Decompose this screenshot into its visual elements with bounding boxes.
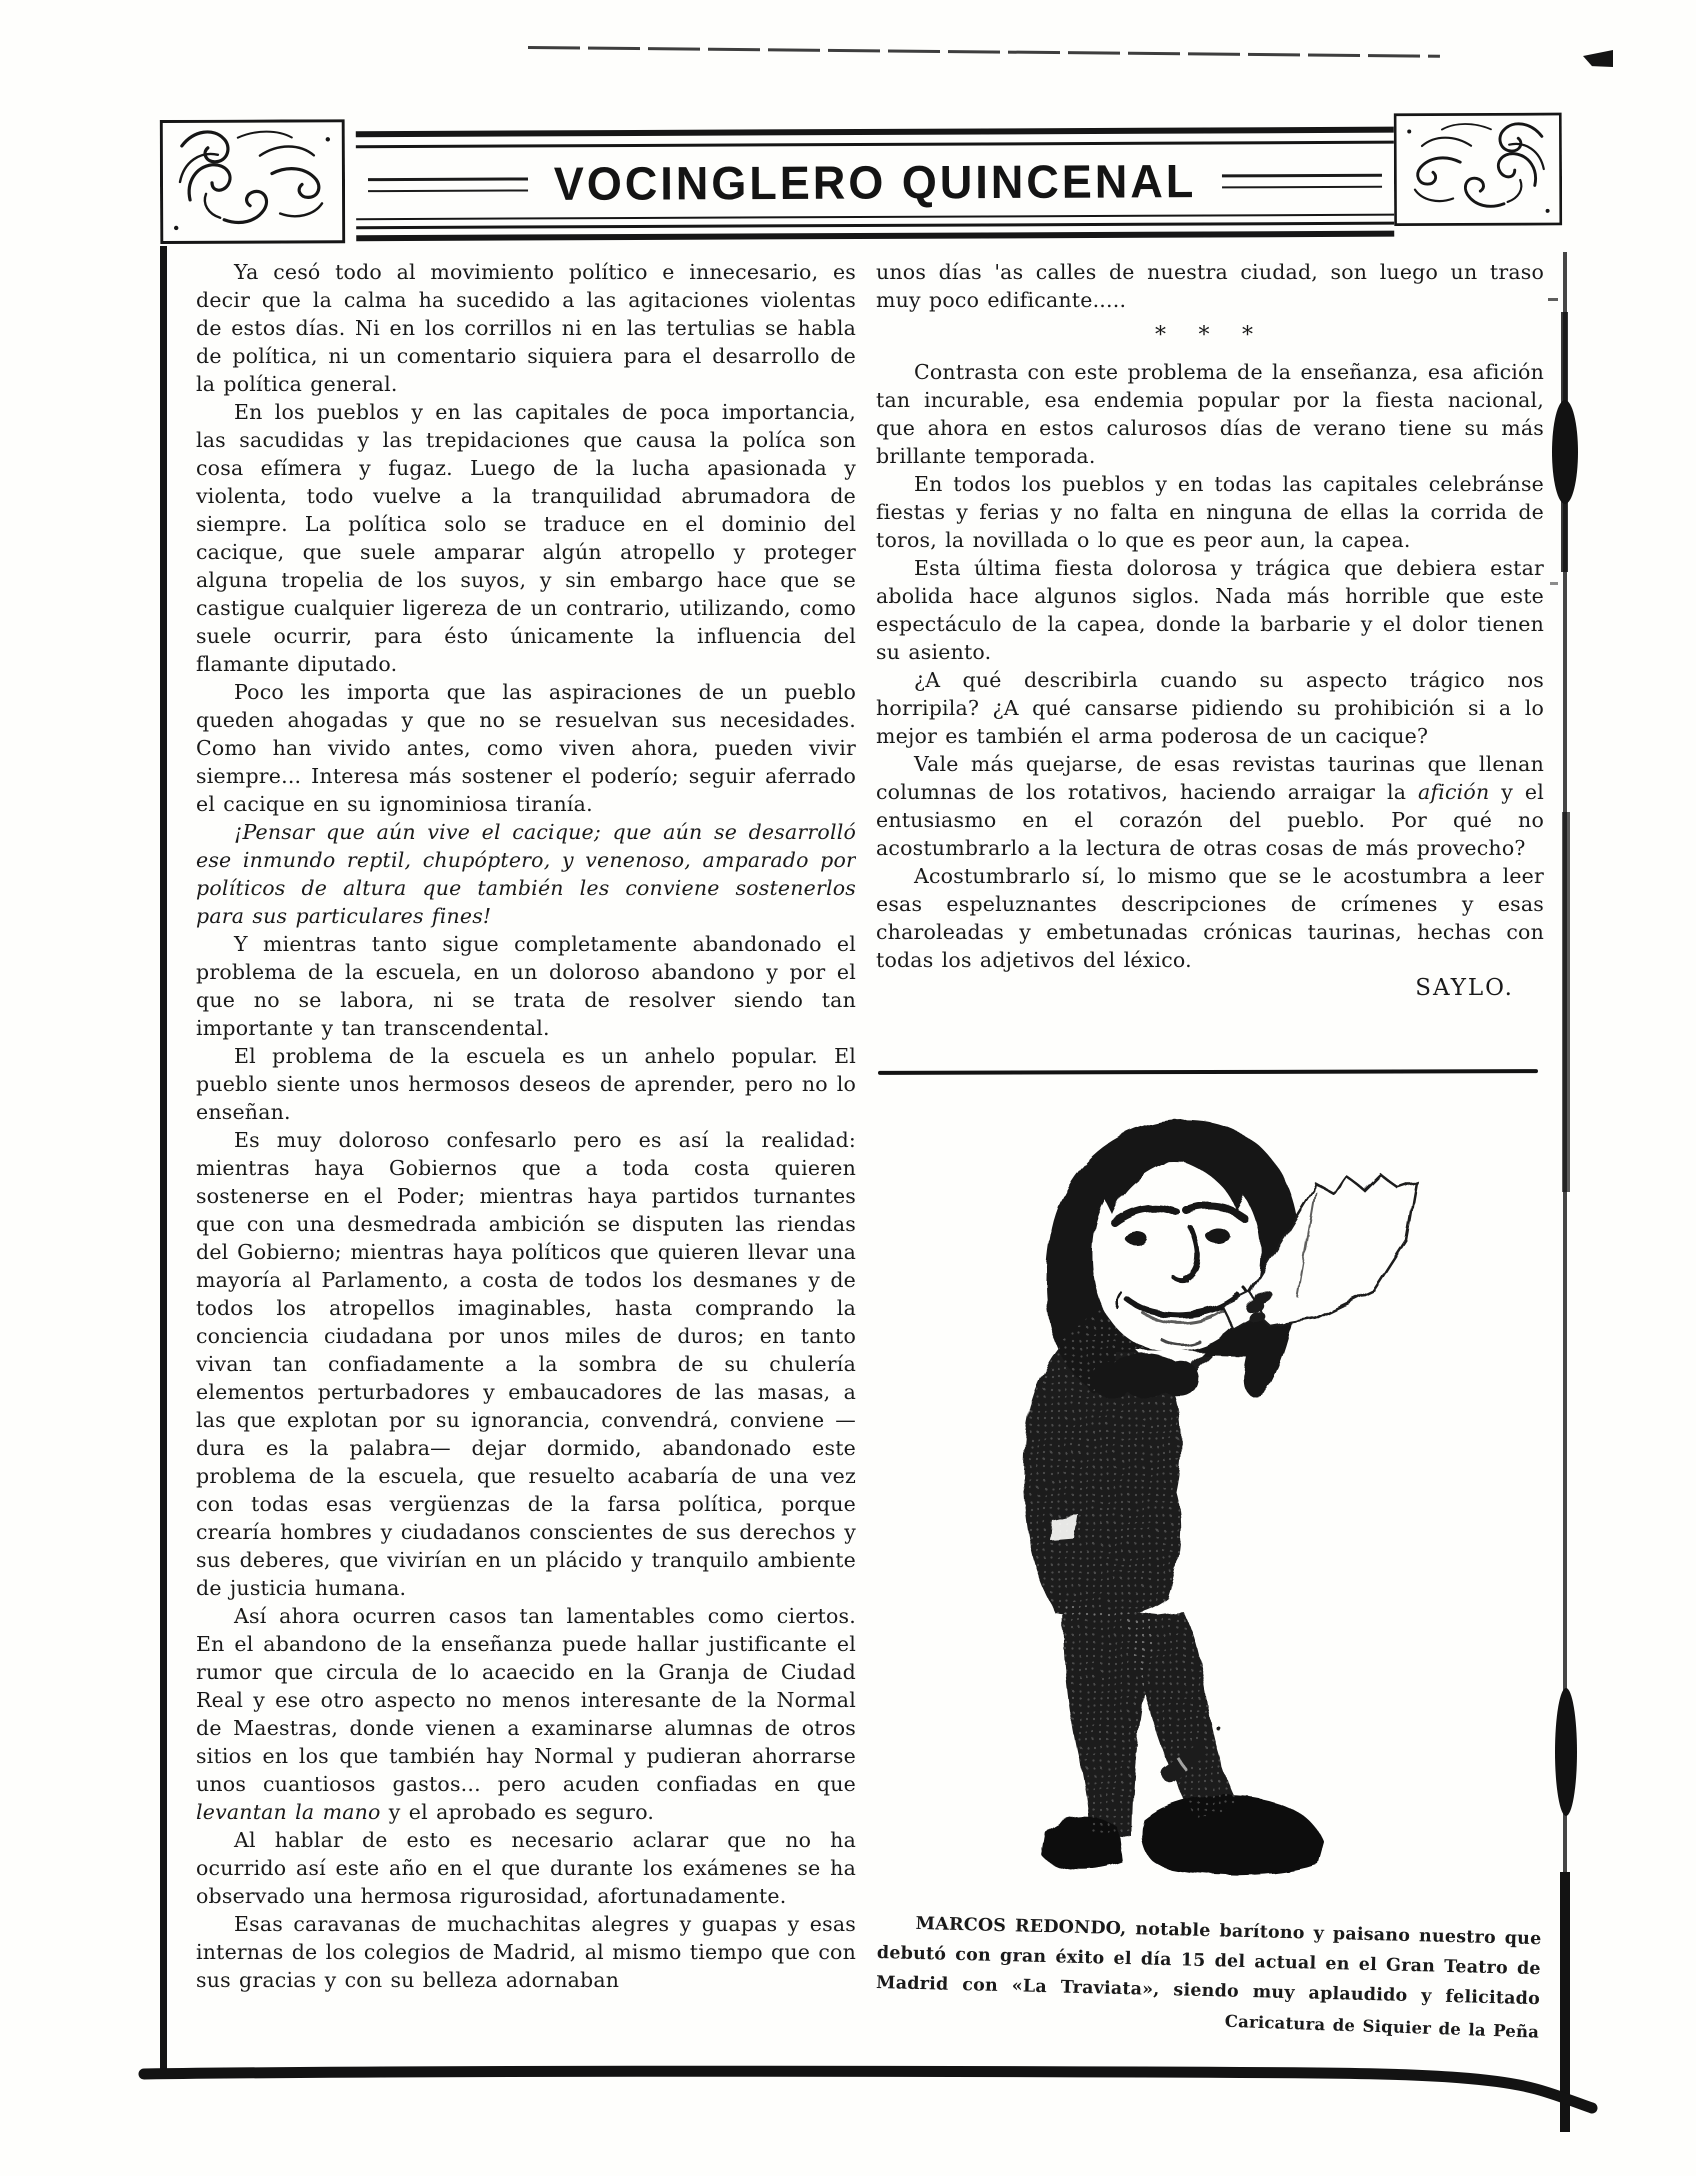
- article-paragraph: Esta última fiesta dolorosa y trágica que debiera estar abolida hace algunos siglos. Nada más horrible que este espectáculo de la capea, donde la barbarie y el dolor tienen su asiento.: [876, 556, 1544, 664]
- article-paragraph: Contrasta con este problema de la enseñanza, esa afición tan incurable, esa endemia popular por la fiesta nacional, que ahora en estos calurosos días de verano tiene su más brillante temporada.: [876, 360, 1544, 468]
- paragraph-emphasis: afición: [1418, 780, 1490, 804]
- marcos-redondo-caricature: [986, 1100, 1456, 1887]
- article-paragraph: El problema de la escuela es un anhelo popular. El pueblo siente unos hermosos deseos de aprender, pero no lo enseñan.: [196, 1044, 856, 1124]
- banner-rule: [356, 127, 1394, 138]
- banner-rule: [356, 231, 1394, 242]
- article-paragraph: unos días 'as calles de nuestra ciudad, son luego un traso muy poco edificante.....: [876, 260, 1544, 312]
- page-title: VOCINGLERO QUINCENAL: [553, 154, 1197, 211]
- title-flank-lines-right: [1222, 174, 1382, 189]
- column-divider-rule: [878, 1069, 1538, 1075]
- article-paragraph: Es muy doloroso confesarlo pero es así la realidad: mientras haya Gobiernos que a toda costa quieren sostenerse en el Poder; mientras haya partidos turnantes que con una desmedrada ambición se disputen las riendas del Gobierno; mientras haya políticos que quieren llevar una mayoría al Parlamento, a costa de todos los desmanes y de todos los atropellos imaginables, hasta comprando la conciencia ciudadana por unos miles de duros; en tanto vivan tan confiadamente a la sombra de su chulería elementos perturbadores y embaucadores de las masas, a las que explotan por su ignorancia, convendrá, conviene —dura es la palabra— dejar dormido, abandonado este problema de la escuela, que resuelto acabaría de una vez con todas esas vergüenzas de la farsa política, porque crearía hombres y ciudadanos conscientes de sus derechos y sus deberes, que vivirían en un plácido y tranquilo ambiente de justicia humana.: [196, 1128, 856, 1600]
- paragraph-text: y el entusiasmo en el corazón del pueblo. Por qué no acostumbrarlo a la lectura de otras cosas de más provecho?: [876, 780, 1544, 860]
- author-signature: SAYLO.: [1415, 975, 1514, 1001]
- paragraph-text: Vale más quejarse, de esas revistas taurinas que llenan columnas de los rotativos, haciendo arraigar la: [876, 752, 1544, 804]
- article-paragraph: Acostumbrarlo sí, lo mismo que se le acostumbra a leer esas espeluznantes descripciones de crímenes y esas charoleadas y embetunadas crónicas taurinas, hechas con todas los adjetivos del léxico.: [876, 864, 1544, 972]
- scan-top-line: [528, 46, 1440, 58]
- caricature-caption: [875, 1908, 1542, 2044]
- article-paragraph: Poco les importa que las aspiraciones de un pueblo queden ahogadas y que no se resuelvan sus necesidades. Como han vivido antes, como viven ahora, pueden vivir siempre... Interesa más sostener el poderío; seguir aferrado el cacique en su ignominiosa tiranía.: [196, 680, 856, 816]
- banner-rule: [356, 141, 1394, 149]
- banner-rule: [356, 222, 1394, 230]
- right-column-text: [876, 258, 1544, 1070]
- asterisk-separator: * * *: [1155, 323, 1265, 348]
- article-paragraph: [196, 1602, 856, 1826]
- title-flank-lines-left: [368, 177, 528, 192]
- article-paragraph: Y mientras tanto sigue completamente abandonado el problema de la escuela, en un doloroso abandono y por el que no se labora, ni se trata de resolver siendo tan importante y tan transcendental.: [196, 932, 856, 1040]
- article-paragraph: ¿A qué describirla cuando su aspecto trágico nos horripila? ¿A qué cansarse pidiendo su prohibición si a lo mejor es también el arma poderosa de un cacique?: [876, 668, 1544, 748]
- frame-left-border: [160, 246, 167, 2078]
- article-paragraph: En los pueblos y en las capitales de poca importancia, las sacudidas y las trepidaciones que causa la políca son cosa efímera y fugaz. Luego de la lucha apasionada y violenta, todo vuelve a la tranquilidad abrumadora de siempre. La política solo se traduce en el dominio del cacique, que suele amparar algún atropello y proteger alguna tropelia de los suyos, y sin embargo hace que se castigue cualquier ligereza de un contrario, utilizando, como suele ocurrir, para ésto únicamente la influencia del flamante diputado.: [196, 400, 856, 676]
- scan-artifact-wedge: [1583, 50, 1613, 67]
- left-ornament-flourish: [160, 119, 346, 245]
- article-left-column: [196, 258, 856, 2058]
- article-paragraph: En todos los pueblos y en todas las capitales celebránse fiestas y ferias y no falta en ninguna de ellas la corrida de toros, la novillada o lo que es peor aun, la capea.: [876, 472, 1544, 552]
- title-banner: [356, 111, 1395, 252]
- article-paragraph: Esas caravanas de muchachitas alegres y guapas y esas internas de los colegios de Madrid, al mismo tiempo que con sus gracias y con su belleza adornaban: [196, 1912, 856, 1992]
- caricature-credit: Caricatura de Siquier de la Peña: [1224, 2011, 1540, 2042]
- masthead: [150, 110, 1571, 252]
- paragraph-emphasis: levantan la mano: [196, 1800, 381, 1824]
- caption-text: MARCOS REDONDO, notable barítono y paisano nuestro que debutó con gran éxito el día 15 del actual en el Gran Teatro de Madrid con «La Traviata», siendo muy aplaudido y felicitado: [875, 1913, 1542, 2010]
- article-paragraph: Ya cesó todo al movimiento político e innecesario, es decir que la calma ha sucedido a las agitaciones violentas de estos días. Ni en los corrillos ni en las tertulias se habla de política, ni un comentario siquiera para el desarrollo de la política general.: [196, 260, 856, 396]
- article-paragraph-italic: ¡Pensar que aún vive el cacique; que aún se desarrolló ese inmundo reptil, chupóptero, y venenoso, amparado por políticos de altura que también les conviene sostenerlos para sus particulares fines!: [196, 820, 856, 928]
- banner-rule: [356, 214, 1394, 221]
- paragraph-text: y el aprobado es seguro.: [380, 1800, 655, 1824]
- article-right-column: [876, 258, 1544, 2088]
- article-paragraph: [876, 750, 1544, 862]
- scan-edge-streak: [1548, 252, 1592, 2132]
- right-ornament-flourish: [1394, 110, 1563, 230]
- paragraph-text: Así ahora ocurren casos tan lamentables como ciertos. En el abandono de la enseñanza puede hallar justificante el rumor que circula de lo acaecido en la Granja de Ciudad Real y ese otro aspecto no menos interesante de la Normal de Maestras, donde vienen a examinarse alumnas de otros sitios en los que también hay Normal y pudieran ahorrarse unos cuantiosos gastos... pero acuden confiadas en que: [196, 1604, 856, 1796]
- article-paragraph: Al hablar de esto es necesario aclarar que no ha ocurrido así este año en el que durante los exámenes se ha observado una hermosa rigurosidad, afortunadamente.: [196, 1828, 856, 1908]
